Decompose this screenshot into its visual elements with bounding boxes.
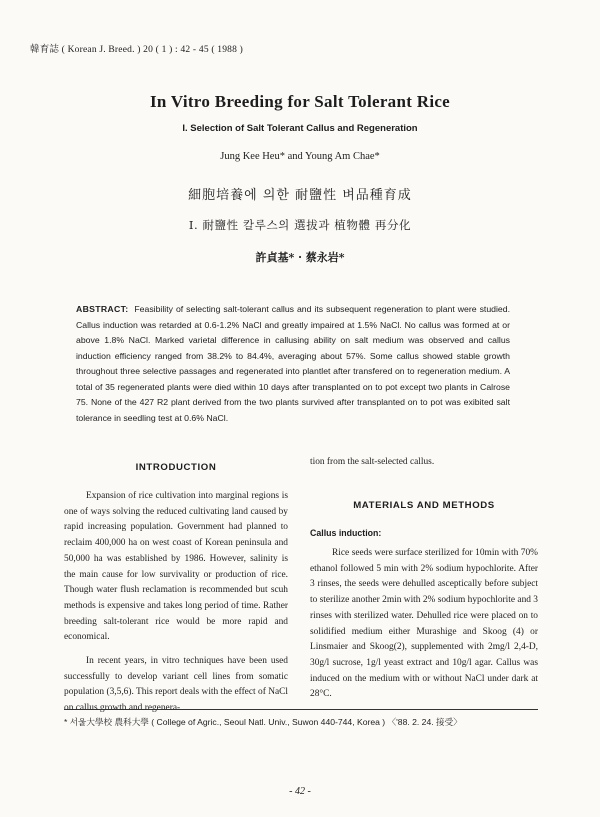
paper-subtitle: I. Selection of Salt Tolerant Callus and Regeneration [182,123,418,134]
introduction-body [64,489,288,717]
korean-title: 細胞培養에 의한 耐鹽性 벼品種育成 [188,188,412,203]
methods-paragraph: Rice seeds were surface sterilized for 10min with 70% ethanol followed 5 min with 2% sodium hypochlorite. After 3 rinses, the seeds were dehulled asceptically before subject to sterilize another 2min with 2% sodium hypochlorite and 3 rinses with sterilized water. Dehulled rice were placed on to solidified medium either Murashige and Skoog (4) or Linsmaier and Skoog(2), supplemented with 2mg/l 2,4-D, 30g/l sucrose, 1g/l yeast extract and 10g/l agar. Callus was induced on the medium with or without NaCl under dark at 28°C. [310,548,538,700]
affiliation-footnote: * 서울大學校 農科大學 ( College of Agric., Seoul Natl. Univ., Suwon 440-744, Korea ) 〈'88. 2. 24. 接受〉 [64,717,462,727]
paper-title: In Vitro Breeding for Salt Tolerant Rice [149,92,451,111]
abstract-text: Feasibility of selecting salt-tolerant callus and its subsequent regeneration to plant were studied. Callus induction was retarded at 0.6-1.2% NaCl and greatly impaired at 1.5% NaCl. No callus was formed at or above 1.8% NaCl. Marked varietal difference in callusing ability on salt medium was observed and callus induction efficiency ranged from 38.2% to 84.4%, averaging about 57%. Some callus showed stable growth throughout three selective passages and regenerated into plantlet after transfered on to regeneration medium. A total of 35 regenerated plants were died within 10 days after transplanted on to pot except two plants in Calrose 75. None of the 427 R2 plant derived from the two plants survived after transplanted on to pot was exibited salt tolerance in seedling test at 0.6% NaCl. [76,304,511,423]
introduction-paragraph: In recent years, in vitro techniques have been used successfully to develop variant cell lines from somatic population (3,5,6). This report deals with the effect of NaCl on callus growth and regenera- [64,656,288,714]
introduction-paragraph: Expansion of rice cultivation into marginal regions is one of ways solving the reduced cultivating land caused by rapid increasing population. Government had planned to reclaim 400,000 ha on west coast of Korean peninsula and 50,000 ha was established by 1986. However, salinity is the main cause for low survivality or production of rice. Though water flush reclamation is recommended but scuh methods is expensive and takes long period of time. Rather breeding salt-tolerant rice would be more rapid and economical. [64,491,288,643]
page-number: - 42 - [289,786,311,797]
methods-body [310,546,538,703]
continuation-text: tion from the salt-selected callus. [310,457,435,467]
intro-continuation [310,455,538,471]
abstract-label: ABSTRACT: [76,304,129,314]
abstract-block [76,302,510,426]
methods-heading: MATERIALS AND METHODS [353,500,495,511]
footnote-divider [64,709,538,710]
korean-subtitle: I. 耐鹽性 칼루스의 選拔과 植物體 再分化 [188,218,412,232]
paper-authors: Jung Kee Heu* and Young Am Chae* [220,151,380,162]
korean-authors: 許貞基* · 蔡永岩* [255,251,345,264]
journal-citation: 韓育誌 ( Korean J. Breed. ) 20 ( 1 ) : 42 - 45 ( 1988 ) [30,45,244,55]
introduction-heading: INTRODUCTION [135,462,217,473]
callus-induction-subheading: Callus induction: [310,528,382,538]
